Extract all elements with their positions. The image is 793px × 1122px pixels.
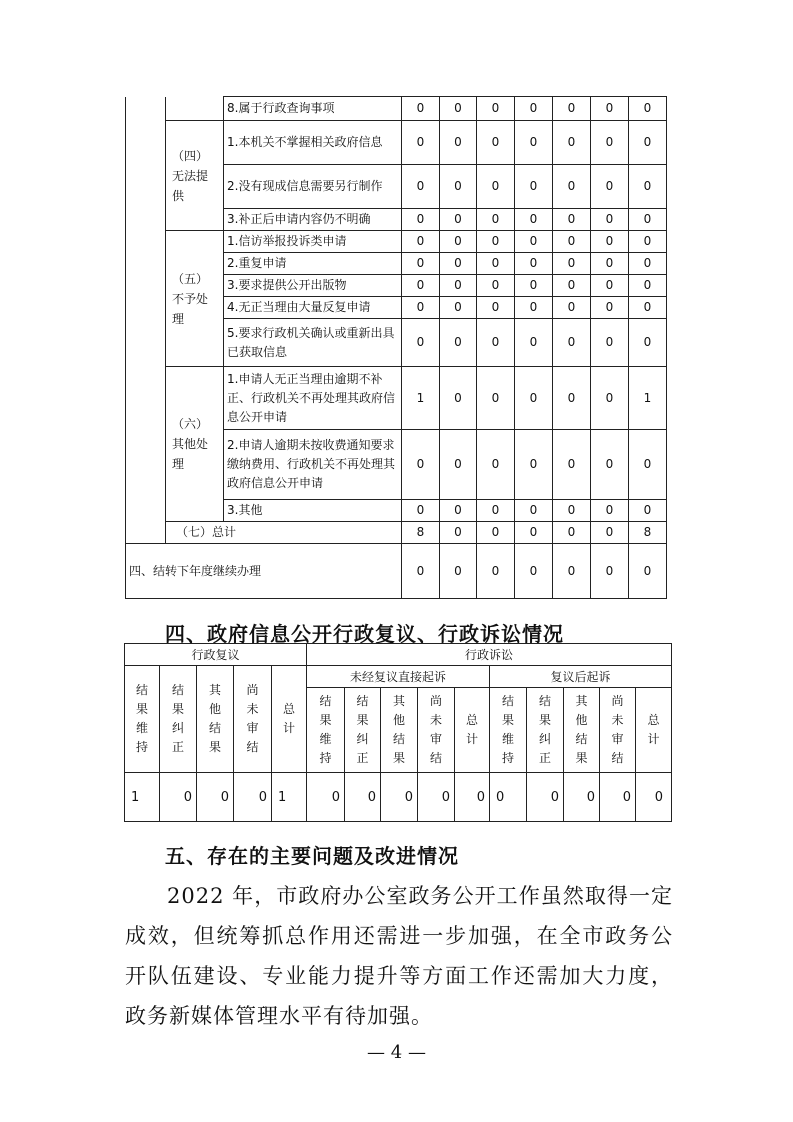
table-cell-value: 0 — [515, 500, 553, 522]
litigation-column-header: 其 他 结 果 — [564, 688, 600, 773]
litigation-column-header: 尚 未 审 结 — [418, 688, 455, 773]
table-cell-value: 0 — [477, 522, 515, 544]
table-cell-value: 0 — [381, 773, 418, 822]
row-label: 1.信访举报投诉类申请 — [224, 231, 402, 253]
table-cell-value: 0 — [629, 231, 667, 253]
category-label: （六） 其他处 理 — [166, 367, 224, 522]
review-column-header: 结 果 维 持 — [125, 666, 160, 773]
table-cell-value: 0 — [440, 522, 477, 544]
table-cell-value: 0 — [553, 297, 591, 319]
table-cell-value: 0 — [402, 544, 440, 599]
table-cell-value: 0 — [440, 500, 477, 522]
table-cell-value: 0 — [553, 231, 591, 253]
table-cell-value: 0 — [629, 297, 667, 319]
table-cell-value: 0 — [515, 165, 553, 209]
table-cell-value: 0 — [418, 773, 455, 822]
table-cell-value: 0 — [402, 209, 440, 231]
table-cell-value: 0 — [440, 367, 477, 430]
table-cell-value: 0 — [440, 275, 477, 297]
carry-over-label: 四、结转下年度继续办理 — [126, 544, 402, 599]
after-review-litigation-header: 复议后起诉 — [490, 666, 672, 688]
table-cell-value: 0 — [440, 165, 477, 209]
table-cell-value: 0 — [515, 522, 553, 544]
table-cell-value: 0 — [515, 121, 553, 165]
table-cell-value: 8 — [629, 522, 667, 544]
litigation-column-header: 结 果 纠 正 — [345, 688, 381, 773]
table-cell-value: 0 — [402, 97, 440, 121]
row-label: 2.没有现成信息需要另行制作 — [224, 165, 402, 209]
table-cell-value: 0 — [440, 231, 477, 253]
row-label: 1.本机关不掌握相关政府信息 — [224, 121, 402, 165]
table-cell-value: 0 — [515, 367, 553, 430]
table-cell-value: 0 — [440, 121, 477, 165]
table-cell-value: 0 — [553, 97, 591, 121]
table-cell-value: 0 — [515, 430, 553, 500]
table-cell-value: 0 — [591, 165, 629, 209]
table-cell-value: 0 — [553, 165, 591, 209]
table-cell-value: 0 — [515, 319, 553, 367]
table-cell-value: 0 — [591, 544, 629, 599]
table-cell-value: 0 — [591, 297, 629, 319]
left-blank-cell — [126, 121, 166, 544]
table-cell-value: 0 — [591, 209, 629, 231]
section4-title: 四、政府信息公开行政复议、行政诉讼情况 — [165, 622, 564, 646]
table-cell-value: 1 — [272, 773, 307, 822]
table-cell-value: 0 — [553, 319, 591, 367]
table-cell-value: 0 — [629, 319, 667, 367]
row-label: 8.属于行政查询事项 — [224, 97, 402, 121]
left-blank-cell — [126, 97, 166, 121]
review-column-header: 总 计 — [272, 666, 307, 773]
table-cell-value: 0 — [440, 430, 477, 500]
table-cell-value: 0 — [402, 275, 440, 297]
table-cell-value: 0 — [629, 500, 667, 522]
table-cell-value: 0 — [234, 773, 272, 822]
table-cell-value: 0 — [515, 231, 553, 253]
table-cell-value: 0 — [402, 430, 440, 500]
application-handling-table — [125, 96, 667, 599]
table-cell-value: 0 — [629, 97, 667, 121]
table-cell-value: 0 — [477, 121, 515, 165]
row-label: 3.补正后申请内容仍不明确 — [224, 209, 402, 231]
table-cell-value: 0 — [591, 430, 629, 500]
page-number: — 4 — — [367, 1042, 426, 1063]
table-cell-value: 1 — [629, 367, 667, 430]
row-label: 3.要求提供公开出版物 — [224, 275, 402, 297]
review-column-header: 尚 未 审 结 — [234, 666, 272, 773]
table-cell-value: 0 — [553, 253, 591, 275]
table-cell-value: 0 — [477, 430, 515, 500]
table-cell-value: 0 — [591, 367, 629, 430]
table-cell-value: 0 — [490, 773, 527, 822]
table-cell-value: 0 — [477, 97, 515, 121]
table-cell-value: 0 — [553, 544, 591, 599]
table-cell-value: 0 — [440, 319, 477, 367]
table-cell-value: 0 — [477, 367, 515, 430]
table-cell-value: 0 — [591, 231, 629, 253]
table-cell-value: 0 — [515, 253, 553, 275]
review-column-header: 其 他 结 果 — [197, 666, 234, 773]
table-cell-value: 0 — [477, 165, 515, 209]
table-cell-value: 0 — [629, 253, 667, 275]
row-label: 2.重复申请 — [224, 253, 402, 275]
litigation-column-header: 结 果 纠 正 — [527, 688, 564, 773]
table-cell-value: 0 — [629, 121, 667, 165]
litigation-column-header: 总 计 — [636, 688, 672, 773]
table-cell-value: 0 — [402, 165, 440, 209]
section5-title: 五、存在的主要问题及改进情况 — [165, 844, 459, 868]
table-cell-value: 0 — [515, 209, 553, 231]
table-cell-value: 0 — [160, 773, 197, 822]
table-cell-value: 0 — [591, 97, 629, 121]
table-cell-value: 0 — [515, 544, 553, 599]
table-cell-value: 0 — [477, 209, 515, 231]
section5-paragraph: 2022 年，市政府办公室政务公开工作虽然取得一定成效，但统筹抓总作用还需进一步加强，在全市政务公开队伍建设、专业能力提升等方面工作还需加大力度，政务新媒体管理水平有待加强。 — [125, 884, 673, 1028]
table-cell-value: 0 — [553, 209, 591, 231]
category-label: （五） 不予处 理 — [166, 231, 224, 367]
table-cell-value: 0 — [440, 253, 477, 275]
table-cell-value: 0 — [402, 121, 440, 165]
litigation-column-header: 其 他 结 果 — [381, 688, 418, 773]
table-cell-value: 0 — [307, 773, 345, 822]
table-cell-value: 1 — [402, 367, 440, 430]
review-column-header: 结 果 纠 正 — [160, 666, 197, 773]
table-cell-value: 0 — [629, 165, 667, 209]
table-cell-value: 0 — [402, 253, 440, 275]
table-cell-value: 0 — [455, 773, 490, 822]
table-cell-value: 0 — [629, 209, 667, 231]
table-cell-value: 0 — [440, 209, 477, 231]
table-cell-value: 0 — [553, 500, 591, 522]
table-cell-value: 0 — [629, 430, 667, 500]
table-cell-value: 0 — [402, 500, 440, 522]
row-label: 2.申请人逾期未按收费通知要求缴纳费用、行政机关不再处理其政府信息公开申请 — [224, 430, 402, 500]
table-cell-value: 0 — [527, 773, 564, 822]
table-cell-value: 0 — [440, 297, 477, 319]
table-cell-value: 1 — [125, 773, 160, 822]
litigation-column-header: 总 计 — [455, 688, 490, 773]
table-cell-value: 0 — [515, 275, 553, 297]
table-cell-value: 0 — [591, 500, 629, 522]
table-cell-value: 0 — [591, 522, 629, 544]
review-litigation-table — [124, 643, 672, 822]
litigation-column-header: 结 果 维 持 — [490, 688, 527, 773]
table-cell-value: 0 — [591, 275, 629, 297]
table-cell-value: 0 — [477, 319, 515, 367]
table-cell-value: 8 — [402, 522, 440, 544]
table-cell-value: 0 — [591, 319, 629, 367]
table-cell-value: 0 — [591, 121, 629, 165]
table-cell-value: 0 — [600, 773, 636, 822]
table-cell-value: 0 — [440, 97, 477, 121]
table-cell-value: 0 — [345, 773, 381, 822]
table-cell-value: 0 — [629, 544, 667, 599]
total-label: （七）总计 — [166, 522, 402, 544]
table-cell-value: 0 — [477, 231, 515, 253]
table-cell-value: 0 — [402, 297, 440, 319]
table-cell-value: 0 — [553, 522, 591, 544]
table-cell-value: 0 — [553, 121, 591, 165]
table-cell-value: 0 — [553, 367, 591, 430]
row-label: 3.其他 — [224, 500, 402, 522]
litigation-header: 行政诉讼 — [307, 644, 672, 666]
table-cell-value: 0 — [515, 97, 553, 121]
table-cell-value: 0 — [477, 297, 515, 319]
category-label: （四） 无法提 供 — [166, 121, 224, 231]
table-cell-value: 0 — [477, 544, 515, 599]
table-cell-value: 0 — [515, 297, 553, 319]
table-cell-value: 0 — [636, 773, 672, 822]
row-label: 5.要求行政机关确认或重新出具已获取信息 — [224, 319, 402, 367]
table-cell-value: 0 — [591, 253, 629, 275]
row-label: 1.申请人无正当理由逾期不补正、行政机关不再处理其政府信息公开申请 — [224, 367, 402, 430]
litigation-column-header: 尚 未 审 结 — [600, 688, 636, 773]
table-cell-value: 0 — [553, 275, 591, 297]
table-cell-value: 0 — [477, 275, 515, 297]
table-cell-value: 0 — [197, 773, 234, 822]
table-cell-value: 0 — [402, 319, 440, 367]
review-header: 行政复议 — [125, 644, 307, 666]
table-cell-value: 0 — [402, 231, 440, 253]
table-cell-value: 0 — [477, 253, 515, 275]
direct-litigation-header: 未经复议直接起诉 — [307, 666, 490, 688]
table-cell-value: 0 — [440, 544, 477, 599]
litigation-column-header: 结 果 维 持 — [307, 688, 345, 773]
table-cell-value: 0 — [629, 275, 667, 297]
category-blank-cell — [166, 97, 224, 121]
table-cell-value: 0 — [477, 500, 515, 522]
table-cell-value: 0 — [553, 430, 591, 500]
table-cell-value: 0 — [564, 773, 600, 822]
row-label: 4.无正当理由大量反复申请 — [224, 297, 402, 319]
